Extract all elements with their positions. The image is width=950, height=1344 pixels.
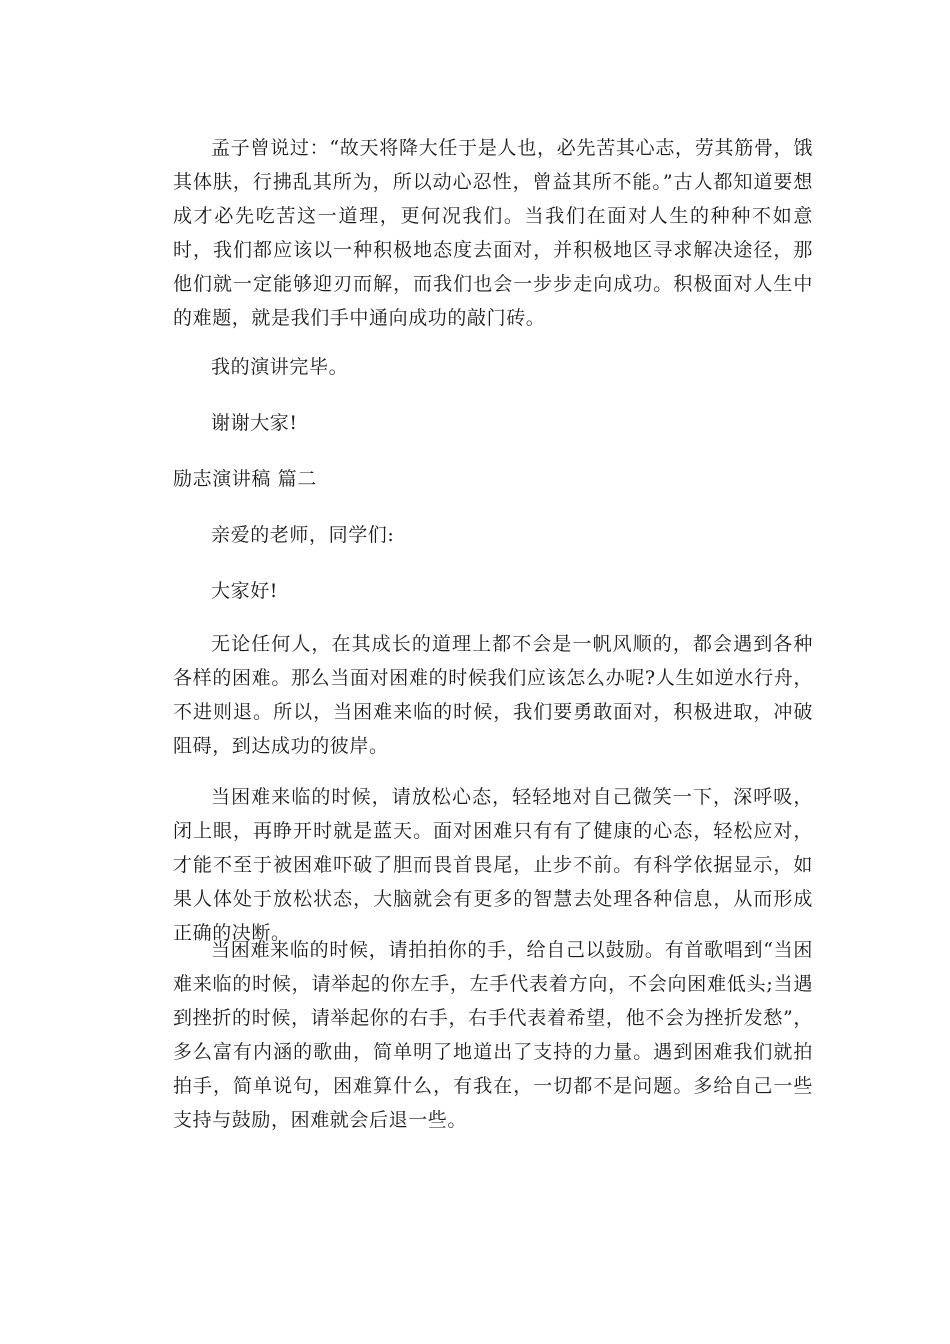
paragraph-hello-everyone: 大家好! [211,580,279,602]
paragraph-greeting-teachers: 亲爱的老师，同学们: [211,524,395,546]
paragraph-thanks: 谢谢大家! [211,412,298,434]
paragraph-relax: 当困难来临的时候，请放松心态，轻轻地对自己微笑一下，深呼吸，闭上眼，再睁开时就是蓝天。面对困难只有有了健康的心态，轻松应对，才能不至于被困难吓破了胆而畏首畏尾，止步不前。有科学依据显示，如果人体处于放松状态，大脑就会有更多的智慧去处理各种信息，从而形成正确的决断。 [173,786,813,944]
paragraph-difficulties: 无论任何人，在其成长的道理上都不会是一帆风顺的，都会遇到各种各样的困难。那么当面对困难的时候我们应该怎么办呢?人生如逆水行舟，不进则退。所以，当困难来临的时候，我们要勇敢面对，积极进取，冲破阻碍，到达成功的彼岸。 [173,633,813,757]
section-heading: 励志演讲稿 篇二 [173,468,317,490]
paragraph-clap-hands: 当困难来临的时候，请拍拍你的手，给自己以鼓励。有首歌唱到“当困难来临的时候，请举起的你左手，左手代表着方向，不会向困难低头;当遇到挫折的时候，请举起你的右手，右手代表着希望，他不会为挫折发愁”，多么富有内涵的歌曲，简单明了地道出了支持的力量。遇到困难我们就拍拍手，简单说句，困难算什么，有我在，一切都不是问题。多给自己一些支持与鼓励，困难就会后退一些。 [173,939,813,1131]
paragraph-mencius-quote: 孟子曾说过：“故天将降大任于是人也，必先苦其心志，劳其筋骨，饿其体肤，行拂乱其所为，所以动心忍性，曾益其所不能。”古人都知道要想成才必先吃苦这一道理，更何况我们。当我们在面对人生的种种不如意时，我们都应该以一种积极地态度去面对，并积极地区寻求解决途径，那他们就一定能够迎刃而解，而我们也会一步步走向成功。积极面对人生中的难题，就是我们手中通向成功的敲门砖。 [173,137,813,329]
paragraph-speech-end: 我的演讲完毕。 [211,356,349,378]
